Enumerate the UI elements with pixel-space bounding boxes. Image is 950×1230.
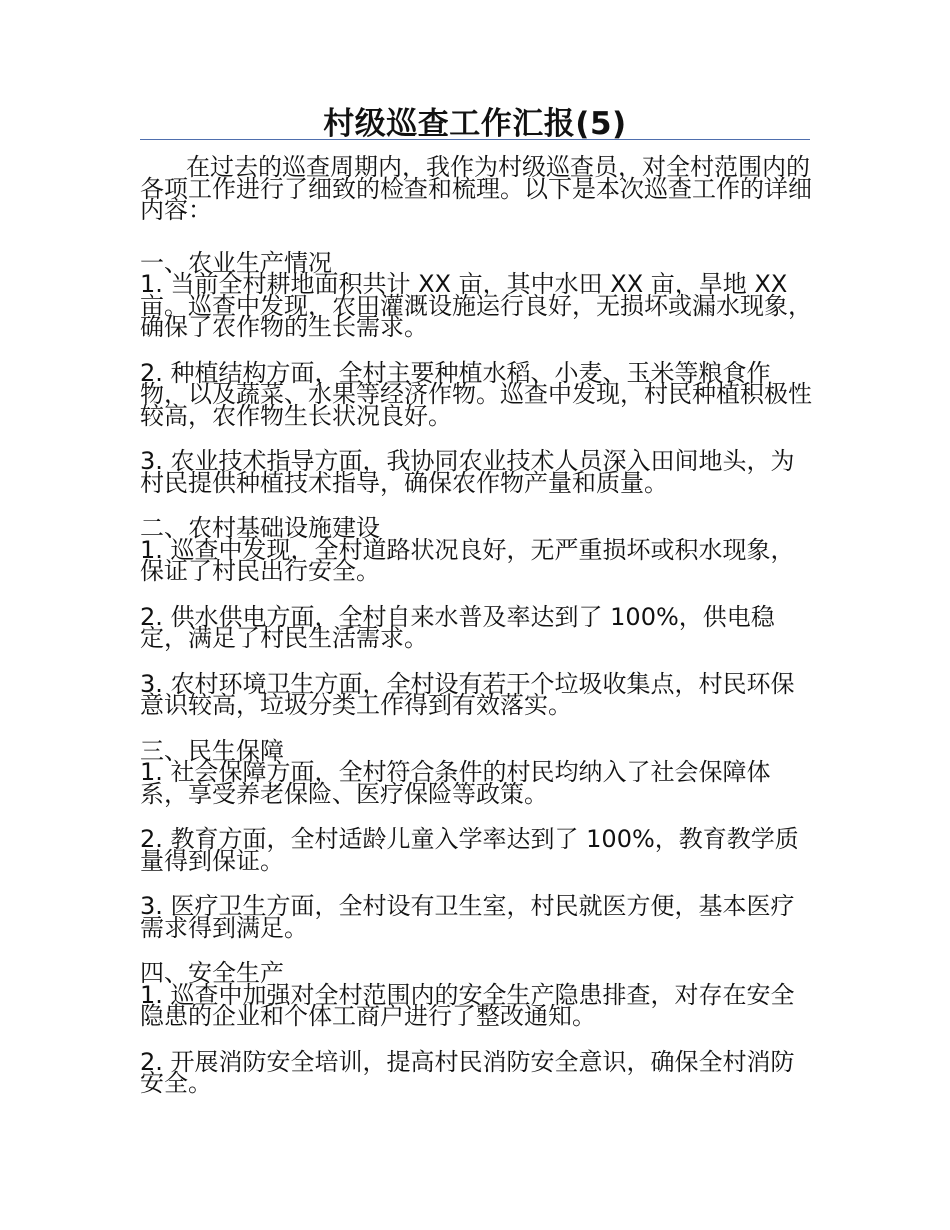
document-body [140,153,812,1119]
list-item: 2. 开展消防安全培训，提高村民消防安全意识，确保全村消防安全。 [140,1047,795,1097]
list-item: 3. 医疗卫生方面，全村设有卫生室，村民就医方便，基本医疗需求得到满足。 [140,892,795,942]
section-heading-infrastructure: 二、农村基础设施建设 [140,514,380,542]
section-heading-agriculture: 一、农业生产情况 [140,248,332,277]
list-item: 1. 巡查中发现，全村道路状况良好，无严重损坏或积水现象，保证了村民出行安全。 [140,535,795,585]
list-item: 2. 供水供电方面，全村自来水普及率达到了 100%，供电稳定，满足了村民生活需求。 [140,602,775,652]
intro-paragraph: 在过去的巡查周期内，我作为村级巡查员，对全村范围内的各项工作进行了细致的检查和梳理。以下是本次巡查工作的详细内容： [140,153,812,224]
section-heading-safety: 四、安全生产 [140,959,284,987]
section-heading-livelihood: 三、民生保障 [140,736,284,765]
list-item: 1. 社会保障方面，全村符合条件的村民均纳入了社会保障体系，享受养老保险、医疗保险等政策。 [140,758,771,808]
list-item: 3. 农业技术指导方面，我协同农业技术人员深入田间地头，为村民提供种植技术指导，确保农作物产量和质量。 [140,447,795,497]
list-item: 2. 教育方面，全村适龄儿童入学率达到了 100%，教育教学质量得到保证。 [140,825,799,875]
list-item: 2. 种植结构方面，全村主要种植水稻、小麦、玉米等粮食作物，以及蔬菜、水果等经济作物。巡查中发现，村民种植积极性较高，农作物生长状况良好。 [140,358,812,430]
title-underline [140,139,810,140]
document-title: 村级巡查工作汇报(5) [323,106,627,142]
list-item: 1. 巡查中加强对全村范围内的安全生产隐患排查，对存在安全隐患的企业和个体工商户进行了整改通知。 [140,980,795,1030]
list-item: 3. 农村环境卫生方面，全村设有若干个垃圾收集点，村民环保意识较高，垃圾分类工作得到有效落实。 [140,669,795,719]
list-item: 1. 当前全村耕地面积共计 XX 亩，其中水田 XX 亩，旱地 XX 亩。巡查中发现，农田灌溉设施运行良好，无损坏或漏水现象，确保了农作物的生长需求。 [140,270,812,341]
